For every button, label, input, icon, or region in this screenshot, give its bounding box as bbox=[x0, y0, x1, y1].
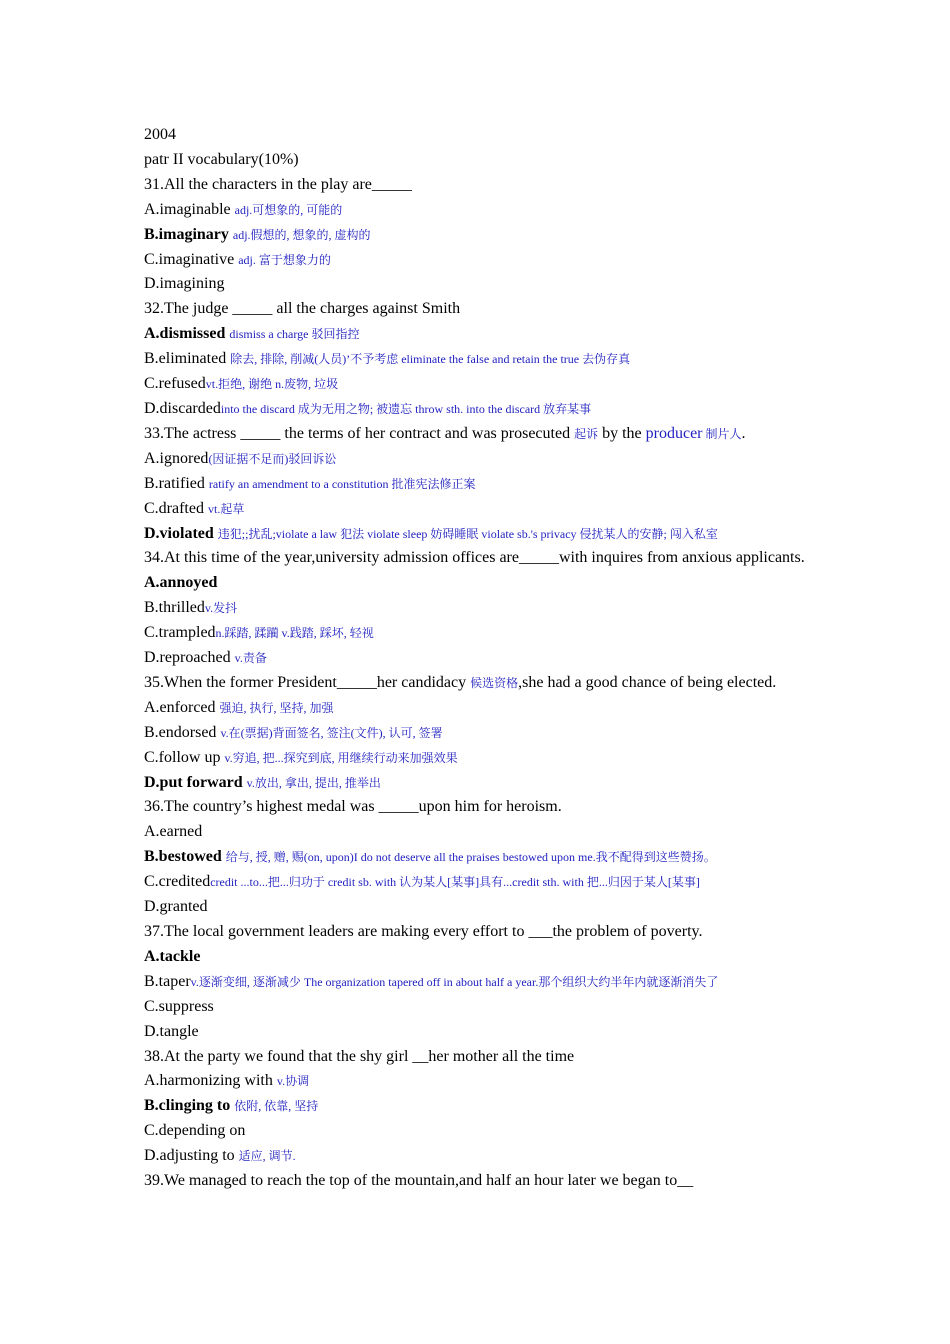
text-line bbox=[144, 1119, 806, 1144]
text-line bbox=[144, 995, 806, 1020]
annotation-note: v.在(票据)背面签名, 签注(文件), 认可, 签署 bbox=[220, 725, 443, 740]
text-line bbox=[144, 198, 806, 223]
text-line bbox=[144, 347, 806, 372]
annotation-note: v.逐渐变细, 逐渐减少 The organization tapered off in about half a year.那个组织大约半年内就逐渐消失了 bbox=[190, 974, 719, 989]
text-line bbox=[144, 795, 806, 820]
line-text: patr II vocabulary(10%) bbox=[144, 150, 299, 168]
line-text: 2004 bbox=[144, 126, 176, 143]
annotation-note: 起诉 bbox=[574, 426, 599, 441]
text-line bbox=[144, 472, 806, 497]
option-text: A.ignored bbox=[144, 449, 209, 467]
option-text: D.imagining bbox=[144, 275, 225, 293]
annotation-note: 依附, 依靠, 坚持 bbox=[234, 1099, 319, 1114]
text-line bbox=[144, 895, 806, 920]
text-line bbox=[144, 322, 806, 347]
annotation-note: 候选资格 bbox=[470, 675, 519, 690]
annotation-note: v.协调 bbox=[276, 1074, 310, 1089]
text-line bbox=[144, 1069, 806, 1094]
text-line bbox=[144, 522, 806, 547]
option-text: C.imaginative bbox=[144, 250, 239, 268]
annotation-note: credit ...to...把...归功于 credit sb. with 认为某人[某事]具有...credit sth. with 把...归因于某人[某事] bbox=[210, 875, 700, 890]
annotation-note: 适应, 调节. bbox=[238, 1149, 296, 1164]
option-text: C.depending on bbox=[144, 1122, 246, 1140]
text-line bbox=[144, 497, 806, 522]
option-text: C.trampled bbox=[144, 624, 216, 642]
annotation-note: adj.可想象的, 可能的 bbox=[234, 202, 343, 217]
option-text: D.violated bbox=[144, 524, 218, 542]
text-line bbox=[144, 596, 806, 621]
option-text: D.adjusting to bbox=[144, 1147, 239, 1165]
annotation-note: v.放出, 拿出, 提出, 推举出 bbox=[246, 775, 381, 790]
option-text: A.enforced bbox=[144, 698, 220, 716]
annotation-note: ratify an amendment to a constitution 批准宪法修正案 bbox=[208, 476, 476, 491]
text-line bbox=[144, 870, 806, 895]
text-line bbox=[144, 148, 806, 173]
text-line bbox=[144, 397, 806, 422]
option-text: D.tangle bbox=[144, 1022, 199, 1040]
question-text: 33.The actress _____ the terms of her contract and was prosecuted bbox=[144, 424, 575, 442]
option-text: C.credited bbox=[144, 873, 211, 891]
text-line bbox=[144, 248, 806, 273]
option-text: A.dismissed bbox=[144, 325, 230, 343]
text-line bbox=[144, 970, 806, 995]
annotation-note: vt.拒绝, 谢绝 n.废物, 垃圾 bbox=[205, 377, 339, 392]
text-line bbox=[144, 447, 806, 472]
option-text: D.granted bbox=[144, 898, 208, 916]
text-line bbox=[144, 422, 806, 447]
annotation-note: (因证据不足而)驳回诉讼 bbox=[208, 451, 337, 466]
line-text: 32.The judge _____ all the charges against Smith bbox=[144, 300, 461, 318]
annotation-note: dismiss a charge 驳回指控 bbox=[229, 327, 360, 342]
option-text: D.reproached bbox=[144, 649, 235, 667]
text-line bbox=[144, 1020, 806, 1045]
highlighted-word: producer bbox=[645, 424, 703, 442]
text-line bbox=[144, 771, 806, 796]
option-text: B.bestowed bbox=[144, 848, 226, 866]
annotation-note: n.踩踏, 蹂躏 v.践踏, 踩坏, 轻视 bbox=[215, 626, 374, 641]
annotation-note: into the discard 成为无用之物; 被遗忘 throw sth. into the discard 放弃某事 bbox=[220, 401, 592, 416]
text-line bbox=[144, 272, 806, 297]
question-text: by the bbox=[598, 424, 646, 442]
option-text: A.earned bbox=[144, 823, 203, 841]
line-text: ,she had a good chance of being elected. bbox=[518, 673, 777, 691]
text-line bbox=[144, 173, 806, 198]
option-text: B.endorsed bbox=[144, 723, 221, 741]
text-line bbox=[144, 1169, 806, 1194]
text-line bbox=[144, 123, 806, 148]
question-text: . bbox=[741, 424, 746, 442]
option-text: A.harmonizing with bbox=[144, 1072, 277, 1090]
annotation-note: adj.假想的, 想象的, 虚构的 bbox=[232, 227, 371, 242]
text-line bbox=[144, 845, 806, 870]
text-line bbox=[144, 1045, 806, 1070]
text-line bbox=[144, 1094, 806, 1119]
text-line bbox=[144, 920, 806, 945]
option-text: B.clinging to bbox=[144, 1097, 235, 1115]
annotation-note: 除去, 排除, 削减(人员)’不予考虑 eliminate the false and retain the true 去伪存真 bbox=[230, 352, 631, 367]
annotation-note: adj. 富于想象力的 bbox=[238, 252, 331, 267]
annotation-note: vt.起草 bbox=[207, 501, 245, 516]
text-line bbox=[144, 696, 806, 721]
line-text: 39.We managed to reach the top of the mountain,and half an hour later we began to__ bbox=[144, 1172, 694, 1190]
text-line bbox=[144, 820, 806, 845]
text-line bbox=[144, 546, 806, 571]
option-text: C.suppress bbox=[144, 997, 214, 1015]
text-line bbox=[144, 223, 806, 248]
option-text: C.follow up bbox=[144, 748, 225, 766]
line-text: 36.The country’s highest medal was _____upon him for heroism. bbox=[144, 798, 562, 816]
annotation-note: 制片人 bbox=[702, 426, 742, 441]
option-text: B.eliminated bbox=[144, 350, 231, 368]
text-line bbox=[144, 945, 806, 970]
option-text: D.discarded bbox=[144, 399, 221, 417]
text-line bbox=[144, 571, 806, 596]
annotation-note: v.发抖 bbox=[204, 601, 238, 616]
option-text: A.annoyed bbox=[144, 574, 218, 592]
line-text: 37.The local government leaders are making every effort to ___the problem of poverty. bbox=[144, 923, 703, 940]
text-line bbox=[144, 721, 806, 746]
text-line bbox=[144, 1144, 806, 1169]
annotation-note: v.责备 bbox=[234, 651, 267, 666]
option-text: B.ratified bbox=[144, 474, 209, 492]
option-text: C.refused bbox=[144, 375, 206, 393]
text-line bbox=[144, 621, 806, 646]
option-text: A.imaginable bbox=[144, 200, 235, 218]
text-line bbox=[144, 746, 806, 771]
option-text: B.thrilled bbox=[144, 599, 205, 617]
text-line bbox=[144, 646, 806, 671]
line-text: 35.When the former President_____her candidacy bbox=[144, 673, 471, 691]
text-line bbox=[144, 297, 806, 322]
document-page bbox=[144, 123, 806, 1194]
line-text: 31.All the characters in the play are_____ bbox=[144, 175, 412, 193]
annotation-note: 强迫, 执行, 坚持, 加强 bbox=[219, 700, 334, 715]
text-line bbox=[144, 372, 806, 397]
option-text: C.drafted bbox=[144, 499, 208, 517]
annotation-note: 违犯;;扰乱;violate a law 犯法 violate sleep 妨碍睡眠 violate sb.'s privacy 侵扰某人的安静; 闯入私室 bbox=[217, 526, 718, 541]
annotation-note: 给与, 授, 赠, 赐(on, upon)I do not deserve all the praises bestowed upon me.我不配得到这些赞扬。 bbox=[225, 850, 716, 865]
option-text: A.tackle bbox=[144, 947, 201, 965]
line-text: 38.At the party we found that the shy girl __her mother all the time bbox=[144, 1047, 575, 1065]
annotation-note: v.穷追, 把...探究到底, 用继续行动来加强效果 bbox=[224, 750, 458, 765]
text-line bbox=[144, 671, 806, 696]
option-text: D.put forward bbox=[144, 773, 247, 791]
line-text: 34.At this time of the year,university admission offices are_____with inquires from anxious applicants. bbox=[144, 549, 805, 567]
option-text: B.imaginary bbox=[144, 225, 233, 243]
option-text: B.taper bbox=[144, 972, 191, 990]
